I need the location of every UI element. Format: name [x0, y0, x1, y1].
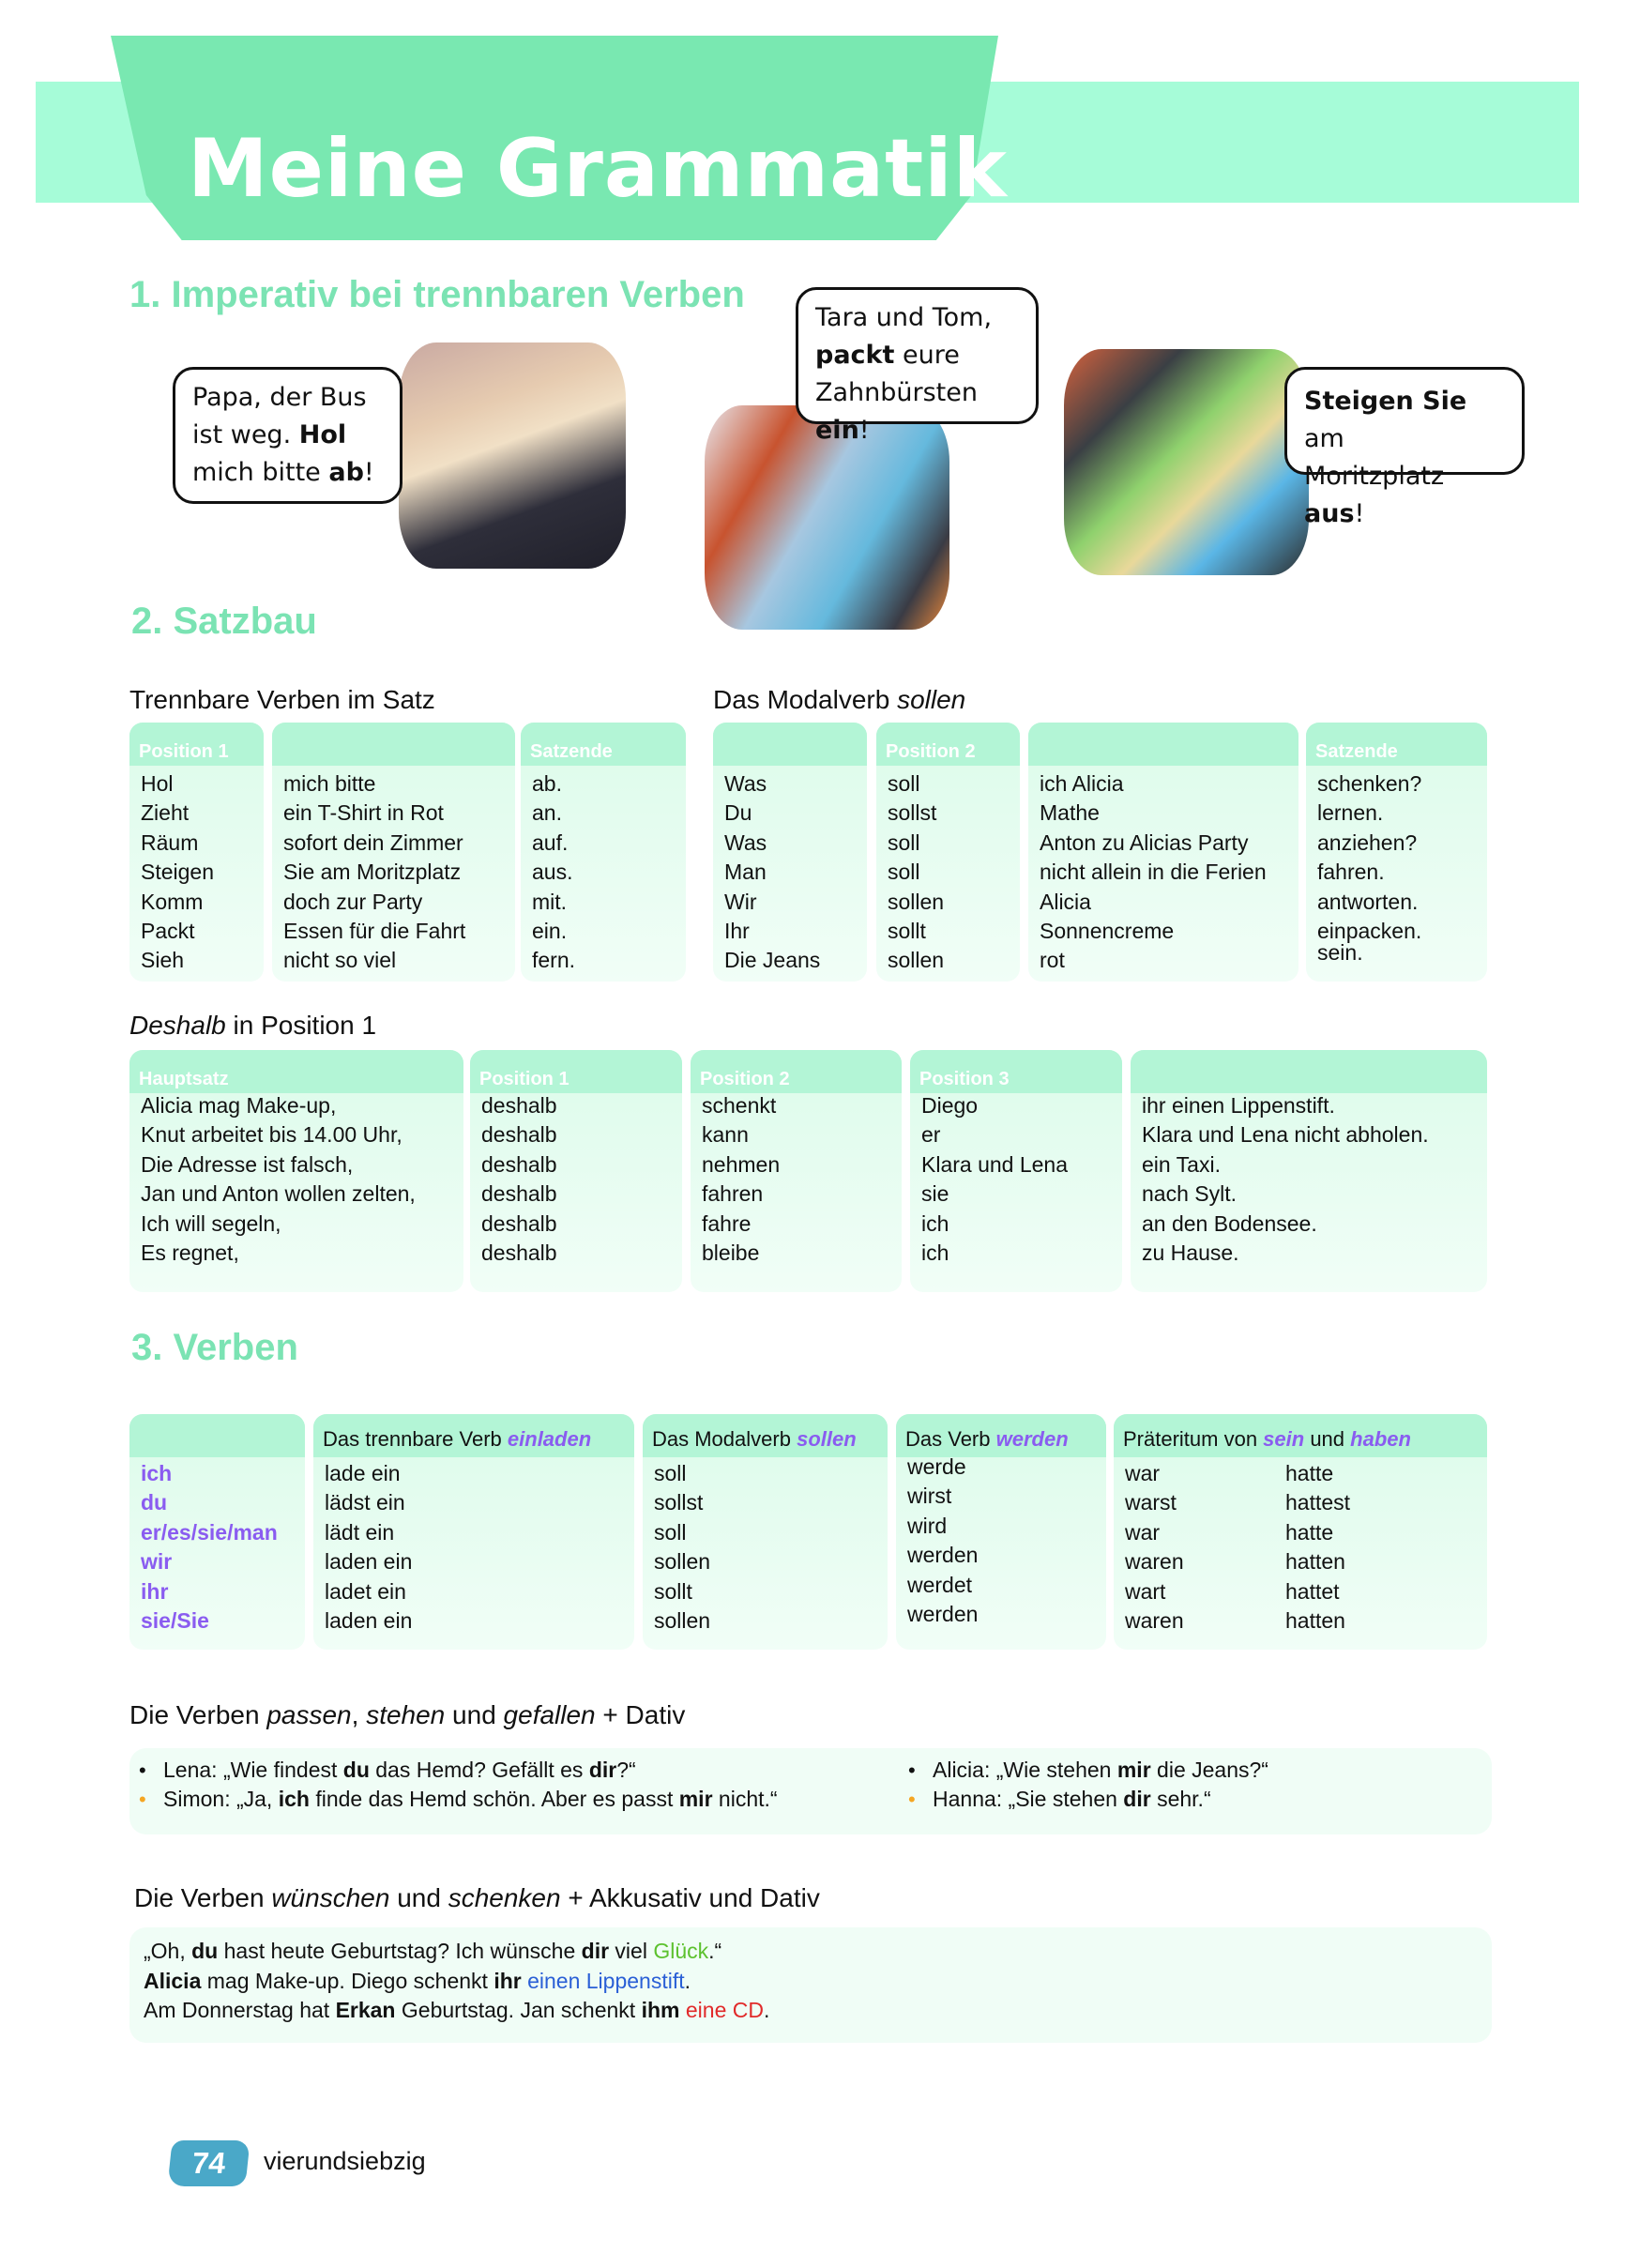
- table-cell: ihr einen Lippenstift.: [1142, 1093, 1335, 1118]
- bold-text: dir: [581, 1939, 610, 1963]
- bold-text: dir: [1123, 1787, 1151, 1811]
- page-number-word: vierundsiebzig: [264, 2147, 426, 2175]
- subheading-text: in Position 1: [225, 1011, 377, 1040]
- bullet-icon: •: [908, 1788, 916, 1811]
- table-column: [313, 1414, 634, 1650]
- table-cell: Anton zu Alicias Party: [1040, 830, 1249, 855]
- dativ-example-line: [908, 1758, 1268, 1783]
- emphasis-text: sollen: [797, 1427, 857, 1451]
- subheading-italic: sollen: [897, 685, 966, 714]
- table-cell: hatte: [1285, 1519, 1334, 1545]
- emphasis-text: wünschen: [271, 1883, 390, 1912]
- bold-text: Alicia: [144, 1968, 202, 1993]
- table-cell: Die Jeans: [724, 948, 821, 973]
- page-title: Meine Grammatik: [188, 122, 1008, 216]
- text-segment: sehr.“: [1150, 1787, 1211, 1811]
- table-cell: wird: [907, 1513, 948, 1538]
- subheading-dativ: [129, 1700, 685, 1730]
- table-cell: deshalb: [481, 1241, 557, 1265]
- table-cell: sollt: [654, 1578, 692, 1604]
- bold-text: mir: [1116, 1758, 1151, 1782]
- table-column: [691, 1050, 902, 1292]
- subheading-italic: Deshalb: [129, 1011, 226, 1040]
- table-cell: aus.: [532, 860, 573, 885]
- text-segment: „Oh,: [144, 1939, 192, 1963]
- table-cell: Jan und Anton wollen zelten,: [141, 1181, 416, 1207]
- emphasis-text: passen: [266, 1700, 352, 1729]
- column-header: [1028, 723, 1298, 766]
- subheading-text: Das Modalverb: [713, 685, 898, 714]
- text-segment: Alicia: „Wie stehen: [933, 1758, 1117, 1782]
- text-segment: !: [1354, 499, 1365, 528]
- column-header: [313, 1414, 634, 1457]
- table-cell: werden: [907, 1602, 979, 1626]
- table-cell: Sieh: [141, 948, 185, 973]
- table-cell: soll: [888, 860, 920, 885]
- text-segment: und: [1304, 1427, 1351, 1451]
- table-cell: nach Sylt.: [1142, 1181, 1237, 1207]
- table-cell: mit.: [532, 889, 568, 914]
- text-segment: Moritzplatz: [1304, 462, 1445, 491]
- table-column: [1131, 1050, 1487, 1292]
- column-header: Position 2: [691, 1050, 902, 1093]
- text-segment: ,: [351, 1700, 367, 1729]
- table-cell: fahre: [702, 1210, 752, 1236]
- speech-bubble: [1284, 367, 1525, 528]
- table-cell: Was: [724, 830, 767, 855]
- text-segment: .“: [708, 1939, 722, 1963]
- table-cell: wart: [1125, 1578, 1166, 1604]
- bold-text: ich: [278, 1787, 310, 1811]
- bold-text: ein: [815, 416, 859, 445]
- table-cell: nicht so viel: [283, 948, 397, 973]
- subheading-trennbare-verben: Trennbare Verben im Satz: [129, 685, 435, 714]
- table-cell: Es regnet,: [141, 1241, 239, 1265]
- table-cell: sollen: [654, 1608, 711, 1633]
- text-segment: Zahnbürsten: [815, 378, 978, 407]
- subheading-deshalb: [129, 1011, 376, 1041]
- table-cell: Komm: [141, 889, 204, 914]
- table-cell: ein Taxi.: [1142, 1151, 1221, 1177]
- column-header: [1131, 1050, 1487, 1093]
- table-cell: hattest: [1285, 1490, 1351, 1515]
- pronoun-cell: er/es/sie/man: [141, 1519, 278, 1545]
- table-column: [129, 1050, 463, 1292]
- text-segment: und: [445, 1700, 504, 1729]
- table-cell: anziehen?: [1317, 830, 1418, 855]
- emphasis-text: einladen: [507, 1427, 592, 1451]
- table-cell: Du: [724, 800, 752, 826]
- table-cell: deshalb: [481, 1093, 557, 1118]
- table-cell: wirst: [907, 1484, 952, 1509]
- section-heading-imperativ: 1. Imperativ bei trennbaren Verben: [129, 274, 745, 315]
- table-cell: sollen: [888, 889, 945, 914]
- bold-text: ihr: [494, 1968, 522, 1993]
- section-heading-satzbau: 2. Satzbau: [131, 601, 317, 642]
- table-cell: doch zur Party: [283, 889, 423, 914]
- table-cell: Knut arbeitet bis 14.00 Uhr,: [141, 1122, 402, 1148]
- text-segment: ?“: [616, 1758, 636, 1782]
- pronoun-cell: du: [141, 1490, 168, 1515]
- section-heading-verben: 3. Verben: [131, 1327, 298, 1368]
- table-cell: Alicia mag Make-up,: [141, 1093, 337, 1118]
- table-cell: werde: [907, 1454, 966, 1479]
- table-cell: lernen.: [1317, 800, 1384, 826]
- table-cell: Sie am Moritzplatz: [283, 860, 462, 885]
- table-cell: Was: [724, 771, 767, 796]
- emphasis-text: haben: [1350, 1427, 1411, 1451]
- bold-text: aus: [1304, 499, 1355, 528]
- text-segment: einen Lippenstift: [527, 1968, 685, 1993]
- bold-text: ihm: [641, 1998, 680, 2022]
- column-header: [713, 723, 867, 766]
- dativ-example-line: [139, 1758, 636, 1783]
- table-cell: Zieht: [141, 800, 190, 826]
- pronoun-cell: ihr: [141, 1578, 169, 1604]
- table-column: [272, 723, 515, 982]
- table-column: [1114, 1414, 1487, 1650]
- table-cell: laden ein: [325, 1608, 413, 1633]
- table-cell: ich Alicia: [1040, 771, 1124, 796]
- text-segment: mag Make-up. Diego schenkt: [201, 1968, 494, 1993]
- table-cell: bleibe: [702, 1241, 760, 1265]
- table-cell: sofort dein Zimmer: [283, 830, 463, 855]
- bold-text: mir: [678, 1787, 713, 1811]
- column-header: Position 1: [129, 723, 264, 766]
- table-cell: Räum: [141, 830, 199, 855]
- table-cell: werden: [907, 1543, 979, 1568]
- table-cell: kann: [702, 1122, 749, 1148]
- table-cell: ein.: [532, 919, 568, 943]
- text-segment: Simon: „Ja,: [163, 1787, 279, 1811]
- table-cell: lade ein: [325, 1461, 401, 1485]
- pronoun-cell: wir: [141, 1549, 173, 1575]
- bold-text: ab: [328, 458, 364, 487]
- table-column: [896, 1414, 1106, 1650]
- column-header: Satzende: [1306, 723, 1487, 766]
- column-header: [129, 1414, 305, 1457]
- table-cell: Klara und Lena nicht abholen.: [1142, 1122, 1429, 1148]
- table-cell: deshalb: [481, 1122, 557, 1148]
- bold-text: Hol: [298, 420, 347, 449]
- bold-text: Steigen Sie: [1304, 387, 1467, 416]
- text-segment: Geburtstag. Jan schenkt: [395, 1998, 642, 2022]
- table-column: [129, 1414, 305, 1650]
- text-segment: ist weg.: [192, 420, 299, 449]
- table-cell: Klara und Lena: [921, 1151, 1069, 1177]
- table-cell: waren: [1125, 1549, 1184, 1575]
- table-cell: soll: [654, 1461, 687, 1485]
- bullet-icon: •: [139, 1788, 146, 1811]
- text-segment: hast heute Geburtstag? Ich wünsche: [218, 1939, 582, 1963]
- table-cell: Steigen: [141, 860, 215, 885]
- akkusativ-example-line: [144, 1939, 721, 1964]
- text-segment: das Hemd? Gefällt es: [369, 1758, 589, 1782]
- table-cell: Die Adresse ist falsch,: [141, 1151, 354, 1177]
- table-cell: ein T-Shirt in Rot: [283, 800, 444, 826]
- emphasis-text: gefallen: [503, 1700, 596, 1729]
- akkusativ-example-line: [144, 1998, 769, 2023]
- table-cell: deshalb: [481, 1151, 557, 1177]
- column-header: [896, 1414, 1106, 1457]
- table-cell: warst: [1125, 1490, 1177, 1515]
- table-column: [910, 1050, 1122, 1292]
- column-header: [1114, 1414, 1487, 1457]
- table-cell: lädst ein: [325, 1490, 405, 1515]
- table-cell: nehmen: [702, 1151, 781, 1177]
- column-header: Satzende: [521, 723, 686, 766]
- table-cell: Hol: [141, 771, 174, 796]
- table-column: [1306, 723, 1487, 982]
- table-cell: sollt: [888, 919, 926, 943]
- text-segment: Das Modalverb: [652, 1427, 797, 1451]
- photo-girl-with-phone: [399, 342, 626, 569]
- table-cell: Mathe: [1040, 800, 1100, 826]
- table-cell: sie: [921, 1181, 949, 1207]
- text-segment: .: [763, 1998, 770, 2022]
- text-segment: + Dativ: [595, 1700, 686, 1729]
- dativ-example-line: [908, 1787, 1211, 1812]
- bold-text: du: [342, 1758, 370, 1782]
- text-segment: Hanna: „Sie stehen: [933, 1787, 1124, 1811]
- text-segment: Die Verben: [129, 1700, 267, 1729]
- table-cell: war: [1125, 1519, 1161, 1545]
- table-cell: fahren: [702, 1181, 764, 1207]
- text-segment: mich bitte: [192, 458, 329, 487]
- table-cell: ich: [921, 1210, 949, 1236]
- table-cell: schenkt: [702, 1093, 777, 1118]
- akkusativ-example-line: [144, 1969, 691, 1994]
- text-segment: Papa, der Bus: [192, 383, 367, 412]
- text-segment: Das Verb: [905, 1427, 996, 1451]
- table-cell: werdet: [907, 1572, 973, 1597]
- table-cell: Alicia: [1040, 889, 1091, 914]
- table-cell: sollen: [654, 1549, 711, 1575]
- subheading-akkusativ-dativ: [134, 1883, 820, 1913]
- table-cell: er: [921, 1122, 941, 1148]
- bold-text: du: [191, 1939, 219, 1963]
- speech-bubble: [796, 287, 1039, 445]
- text-segment: die Jeans?“: [1150, 1758, 1268, 1782]
- table-cell: Ihr: [724, 919, 750, 943]
- table-cell: lädt ein: [325, 1519, 395, 1545]
- pronoun-cell: ich: [141, 1461, 173, 1485]
- pronoun-cell: sie/Sie: [141, 1608, 209, 1633]
- table-cell: sollen: [888, 948, 945, 973]
- table-cell: an den Bodensee.: [1142, 1210, 1317, 1236]
- text-segment: + Akkusativ und Dativ: [560, 1883, 820, 1912]
- table-cell: soll: [888, 771, 920, 796]
- table-cell: soll: [654, 1519, 687, 1545]
- text-segment: Tara und Tom,: [815, 303, 993, 332]
- text-segment: Am Donnerstag hat: [144, 1998, 336, 2022]
- table-column: [129, 723, 264, 982]
- text-segment: Präteritum von: [1123, 1427, 1264, 1451]
- table-column: [1028, 723, 1298, 982]
- text-segment: am: [1304, 424, 1344, 453]
- table-column: [713, 723, 867, 982]
- emphasis-text: stehen: [366, 1700, 446, 1729]
- dativ-example-line: [139, 1787, 778, 1812]
- table-cell: Essen für die Fahrt: [283, 919, 466, 943]
- table-column: [876, 723, 1020, 982]
- table-cell: Wir: [724, 889, 757, 914]
- text-segment: Lena: „Wie findest: [163, 1758, 343, 1782]
- table-cell: zu Hause.: [1142, 1241, 1239, 1265]
- table-cell: deshalb: [481, 1210, 557, 1236]
- bold-text: dir: [588, 1758, 617, 1782]
- table-cell: laden ein: [325, 1549, 413, 1575]
- table-cell: rot: [1040, 948, 1065, 973]
- table-cell: deshalb: [481, 1181, 557, 1207]
- subheading-modalverb-sollen: [713, 685, 965, 715]
- text-segment: .: [684, 1968, 691, 1993]
- table-cell: soll: [888, 830, 920, 855]
- table-cell: fahren.: [1317, 860, 1385, 885]
- table-cell: schenken?: [1317, 771, 1422, 796]
- table-cell: hatte: [1285, 1461, 1334, 1485]
- table-cell: hattet: [1285, 1578, 1340, 1604]
- table-cell: Man: [724, 860, 767, 885]
- table-cell: ladet ein: [325, 1578, 406, 1604]
- bullet-icon: •: [139, 1758, 146, 1782]
- text-segment: nicht.“: [712, 1787, 778, 1811]
- emphasis-text: sein: [1263, 1427, 1305, 1451]
- column-header: [643, 1414, 888, 1457]
- table-cell: auf.: [532, 830, 569, 855]
- table-cell: antworten.: [1317, 889, 1419, 914]
- text-segment: !: [363, 458, 374, 487]
- table-column: [521, 723, 686, 982]
- table-cell: waren: [1125, 1608, 1184, 1633]
- bold-text: Erkan: [335, 1998, 396, 2022]
- table-column: [470, 1050, 682, 1292]
- page-number-badge: 74: [167, 2140, 250, 2186]
- text-segment: eine CD: [685, 1998, 764, 2022]
- table-cell: ich: [921, 1241, 949, 1265]
- text-segment: eure: [894, 341, 960, 370]
- table-cell: war: [1125, 1461, 1161, 1485]
- text-segment: Glück: [653, 1939, 709, 1963]
- table-cell: fern.: [532, 948, 576, 973]
- bold-text: packt: [815, 341, 895, 370]
- table-cell: sollst: [888, 800, 937, 826]
- table-cell: sein.: [1317, 940, 1363, 966]
- table-cell: hatten: [1285, 1608, 1345, 1633]
- column-header: Position 1: [470, 1050, 682, 1093]
- table-cell: mich bitte: [283, 771, 376, 796]
- table-cell: an.: [532, 800, 562, 826]
- table-cell: Diego: [921, 1093, 979, 1118]
- table-cell: ab.: [532, 771, 562, 796]
- table-cell: nicht allein in die Ferien: [1040, 860, 1267, 885]
- text-segment: !: [858, 416, 870, 445]
- table-column: [643, 1414, 888, 1650]
- table-cell: sollst: [654, 1490, 704, 1515]
- emphasis-text: werden: [995, 1427, 1069, 1451]
- table-cell: einpacken.: [1317, 919, 1422, 943]
- table-cell: hatten: [1285, 1549, 1345, 1575]
- column-header: Hauptsatz: [129, 1050, 463, 1093]
- emphasis-text: schenken: [448, 1883, 561, 1912]
- text-segment: Das trennbare Verb: [323, 1427, 508, 1451]
- column-header: Position 3: [910, 1050, 1122, 1093]
- photo-map-phone: [1064, 349, 1309, 575]
- speech-bubble: [173, 367, 402, 504]
- text-segment: Die Verben: [134, 1883, 272, 1912]
- table-cell: Sonnencreme: [1040, 919, 1175, 943]
- bullet-icon: •: [908, 1758, 916, 1782]
- text-segment: viel: [609, 1939, 654, 1963]
- column-header: Position 2: [876, 723, 1020, 766]
- table-cell: Ich will segeln,: [141, 1210, 281, 1236]
- text-segment: finde das Hemd schön. Aber es passt: [309, 1787, 679, 1811]
- column-header: [272, 723, 515, 766]
- text-segment: und: [389, 1883, 448, 1912]
- table-cell: Packt: [141, 919, 195, 943]
